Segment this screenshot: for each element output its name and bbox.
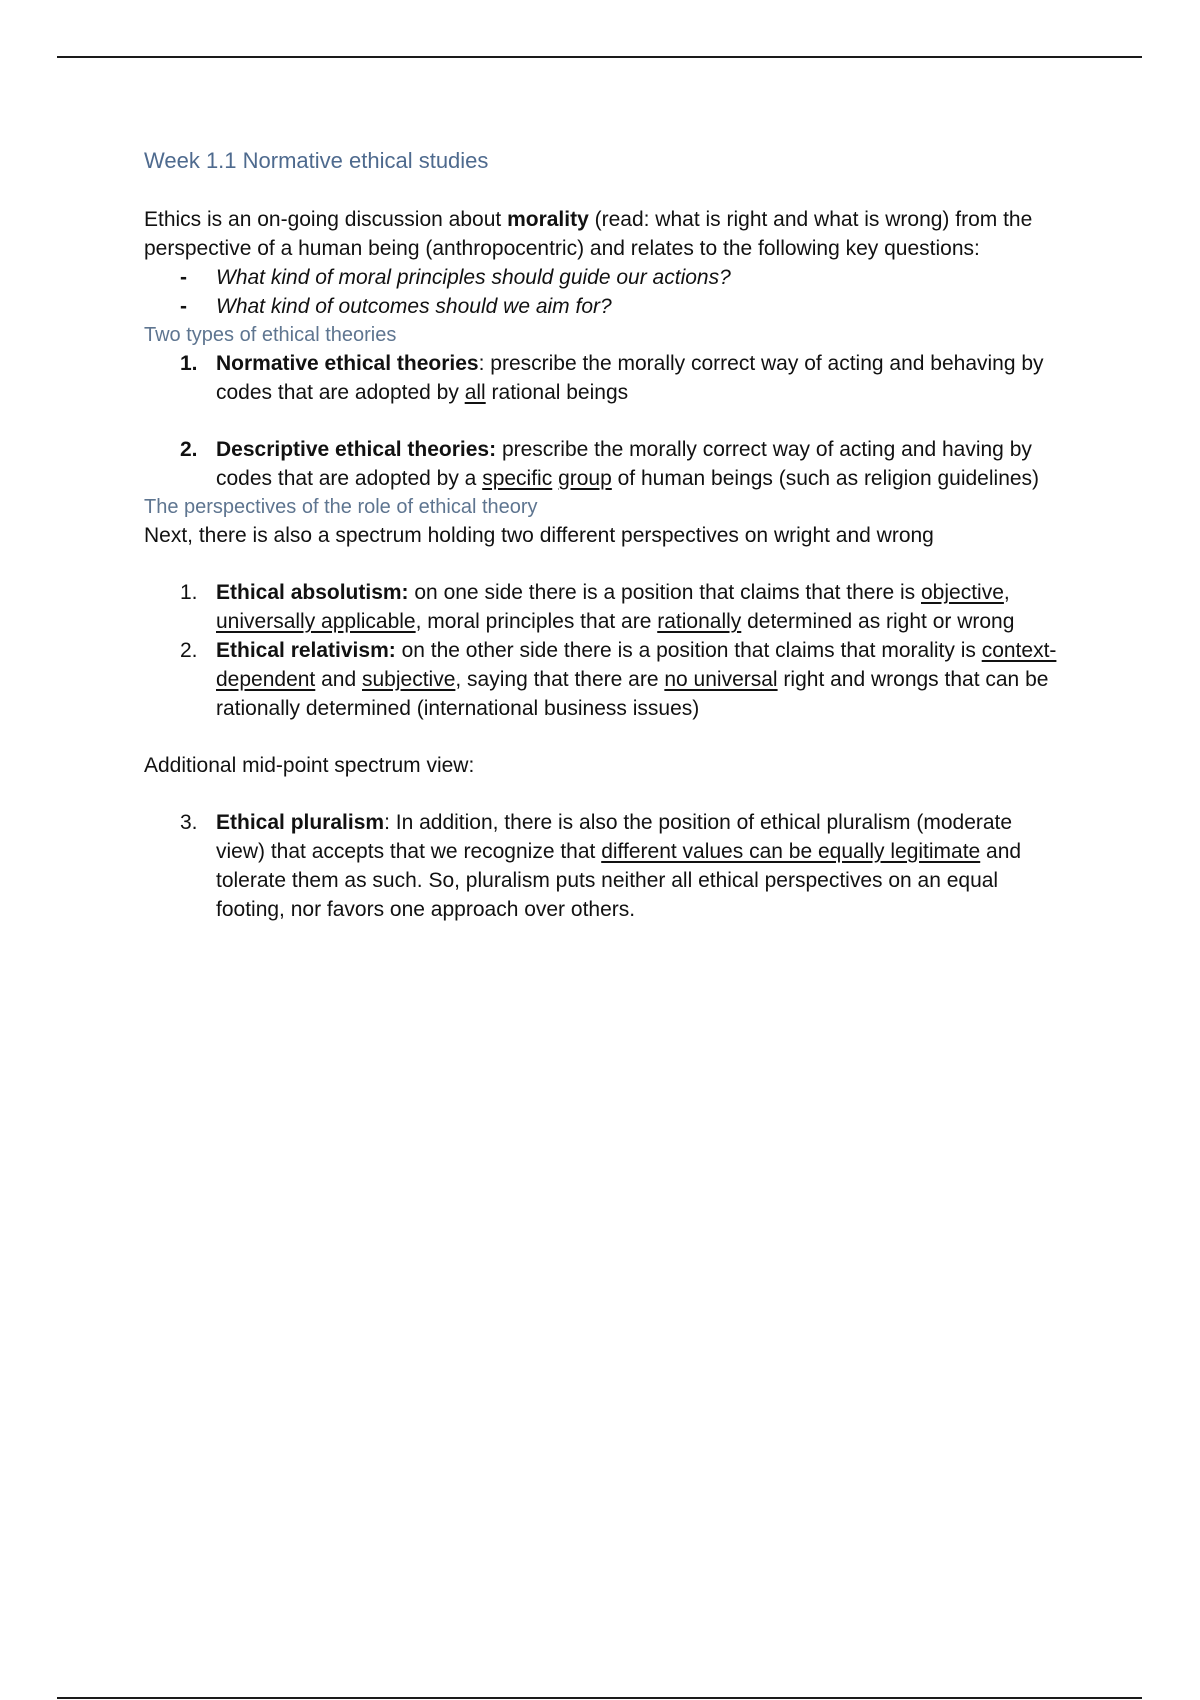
- underlined-text: objective: [921, 581, 1004, 604]
- footer-rule: [57, 1697, 1142, 1699]
- dash-bullet: -: [180, 266, 187, 289]
- underlined-text: all: [464, 381, 486, 404]
- intro-text-end: (read: what is right and what is wrong) from the perspective of a human being (anthropocentric) and relates to the following key questions:: [144, 208, 1033, 260]
- header-rule: [57, 56, 1142, 58]
- list-item-relativism: [144, 636, 1064, 723]
- question-text: What kind of moral principles should guide our actions?: [216, 266, 731, 289]
- question-item: [144, 292, 1064, 321]
- item-text: of human beings (such as religion guidelines): [611, 467, 1040, 490]
- item-number: 1.: [180, 352, 198, 375]
- item-term: Ethical relativism:: [216, 639, 396, 662]
- item-term: Descriptive ethical theories:: [216, 438, 497, 461]
- list-item-normative: [144, 349, 1064, 407]
- item-number: 1.: [180, 581, 198, 604]
- item-text: rational beings: [485, 381, 629, 404]
- item-number: 2.: [180, 438, 198, 461]
- underlined-text: specific: [482, 467, 553, 490]
- underlined-text: subjective: [362, 668, 456, 691]
- item-term: Normative ethical theories: [216, 352, 479, 375]
- item-text: prescribe the morally correct way of acting and having by codes that are adopted by a: [216, 438, 1032, 490]
- intro-paragraph: [144, 205, 1064, 263]
- item-text: right and wrongs that can be rationally determined (international business issues): [216, 668, 1049, 720]
- item-term: Ethical absolutism:: [216, 581, 409, 604]
- perspectives-lead: Next, there is also a spectrum holding two different perspectives on wright and wrong: [144, 524, 934, 547]
- item-text: : In addition, there is also the position of ethical pluralism (moderate view) that accepts that we recognize that: [216, 811, 1013, 863]
- list-item-pluralism: [144, 808, 1064, 924]
- item-term: Ethical pluralism: [216, 811, 385, 834]
- item-number: 3.: [180, 811, 198, 834]
- item-text: , moral principles that are: [415, 610, 658, 633]
- underlined-text: group: [558, 467, 612, 490]
- question-text: What kind of outcomes should we aim for?: [216, 295, 612, 318]
- list-item-absolutism: [144, 578, 1064, 636]
- section-heading-types: Two types of ethical theories: [144, 324, 397, 346]
- additional-view-label: Additional mid-point spectrum view:: [144, 754, 475, 777]
- intro-text-start: Ethics is an on-going discussion about: [144, 208, 508, 231]
- item-text: and: [315, 668, 362, 691]
- underlined-text: context-dependent: [216, 639, 1057, 691]
- underlined-text: rationally: [657, 610, 742, 633]
- item-text: determined as right or wrong: [741, 610, 1015, 633]
- item-text: on one side there is a position that claims that there is: [408, 581, 921, 604]
- item-text: on the other side there is a position that claims that morality is: [395, 639, 982, 662]
- underlined-text: universally applicable: [216, 610, 416, 633]
- page-title: Week 1.1 Normative ethical studies: [144, 148, 489, 173]
- dash-bullet: -: [180, 295, 187, 318]
- item-number: 2.: [180, 639, 198, 662]
- question-item: [144, 263, 1064, 292]
- key-questions-list: [144, 263, 1064, 321]
- document-body: [144, 146, 1064, 924]
- item-text: , saying that there are: [455, 668, 665, 691]
- intro-keyword: morality: [507, 208, 589, 231]
- underlined-text: different values can be equally legitimate: [601, 840, 981, 863]
- list-item-descriptive: [144, 435, 1064, 493]
- section-heading-perspectives: The perspectives of the role of ethical theory: [144, 496, 538, 518]
- item-text: ,: [1003, 581, 1010, 604]
- item-separator: :: [478, 352, 491, 375]
- item-text: prescribe the morally correct way of acting and behaving by codes that are adopted by: [216, 352, 1044, 404]
- underlined-text: no universal: [664, 668, 778, 691]
- item-text: and tolerate them as such. So, pluralism puts neither all ethical perspectives on an equal footing, nor favors one approach over others.: [216, 840, 1022, 921]
